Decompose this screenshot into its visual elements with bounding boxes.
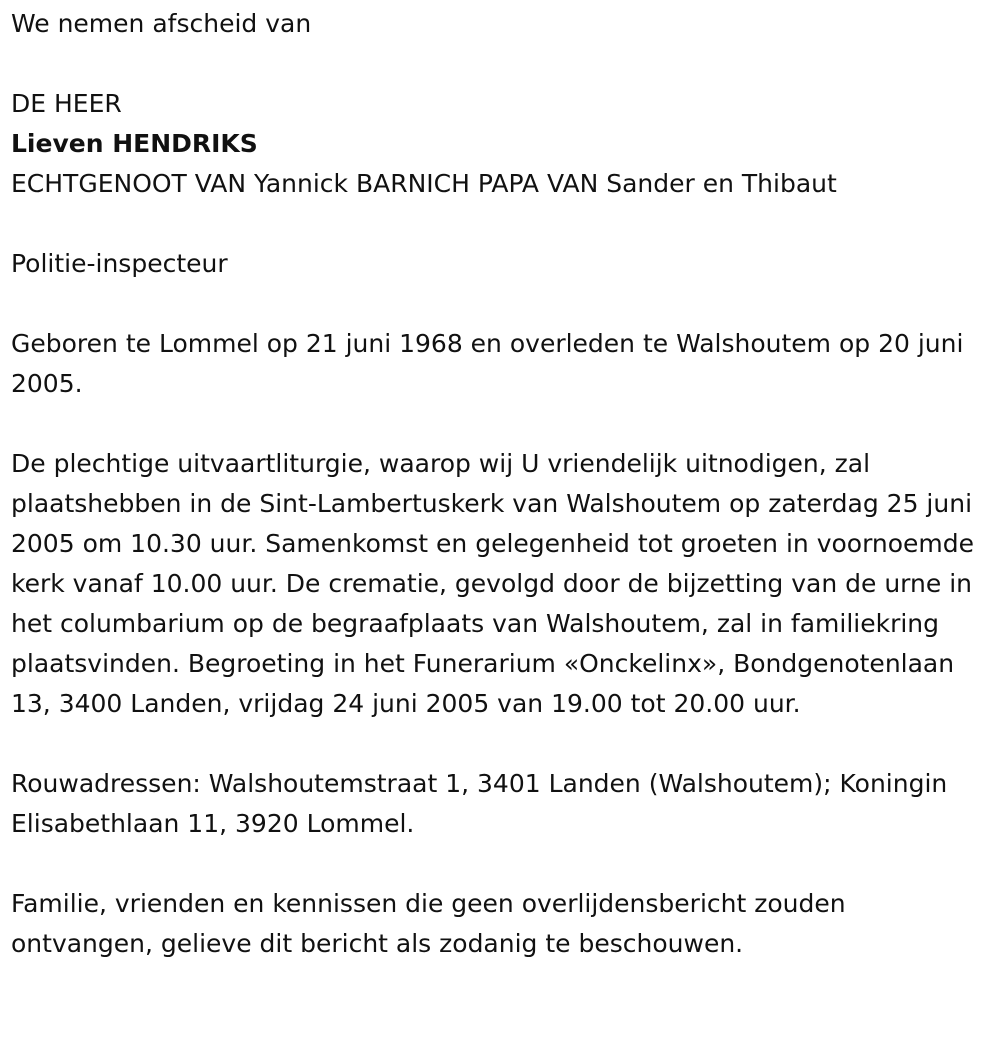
spacer: [11, 844, 986, 884]
spacer: [11, 44, 986, 84]
profession: Politie-inspecteur: [11, 249, 228, 278]
spacer: [11, 284, 986, 324]
mourning-addresses: Rouwadressen: Walshoutemstraat 1, 3401 Landen (Walshoutem); Koningin Elisabethlaan 11, 3920 Lommel.: [11, 769, 948, 838]
family-relations: ECHTGENOOT VAN Yannick BARNICH PAPA VAN Sander en Thibaut: [11, 169, 837, 198]
spacer: [11, 404, 986, 444]
intro-line: We nemen afscheid van: [11, 9, 312, 38]
ceremony-paragraph: De plechtige uitvaartliturgie, waarop wij U vriendelijk uitnodigen, zal plaatshebben in de Sint-Lambertuskerk van Walshoutem op zaterdag 25 juni 2005 om 10.30 uur. Samenkomst en gelegenheid tot groeten in voornoemde kerk vanaf 10.00 uur. De crematie, gevolgd door de bijzetting van de urne in het columbarium op de begraafplaats van Walshoutem, zal in familiekring plaatsvinden. Begroeting in het Funerarium «Onckelinx», Bondgenotenlaan 13, 3400 Landen, vrijdag 24 juni 2005 van 19.00 tot 20.00 uur.: [11, 449, 975, 718]
obituary-notice: [11, 4, 986, 964]
birth-death-paragraph: Geboren te Lommel op 21 juni 1968 en overleden te Walshoutem op 20 juni 2005.: [11, 329, 964, 398]
honorific: DE HEER: [11, 89, 122, 118]
spacer: [11, 724, 986, 764]
spacer: [11, 204, 986, 244]
closing-paragraph: Familie, vrienden en kennissen die geen overlijdensbericht zouden ontvangen, gelieve dit bericht als zodanig te beschouwen.: [11, 889, 846, 958]
deceased-name: Lieven HENDRIKS: [11, 129, 258, 158]
